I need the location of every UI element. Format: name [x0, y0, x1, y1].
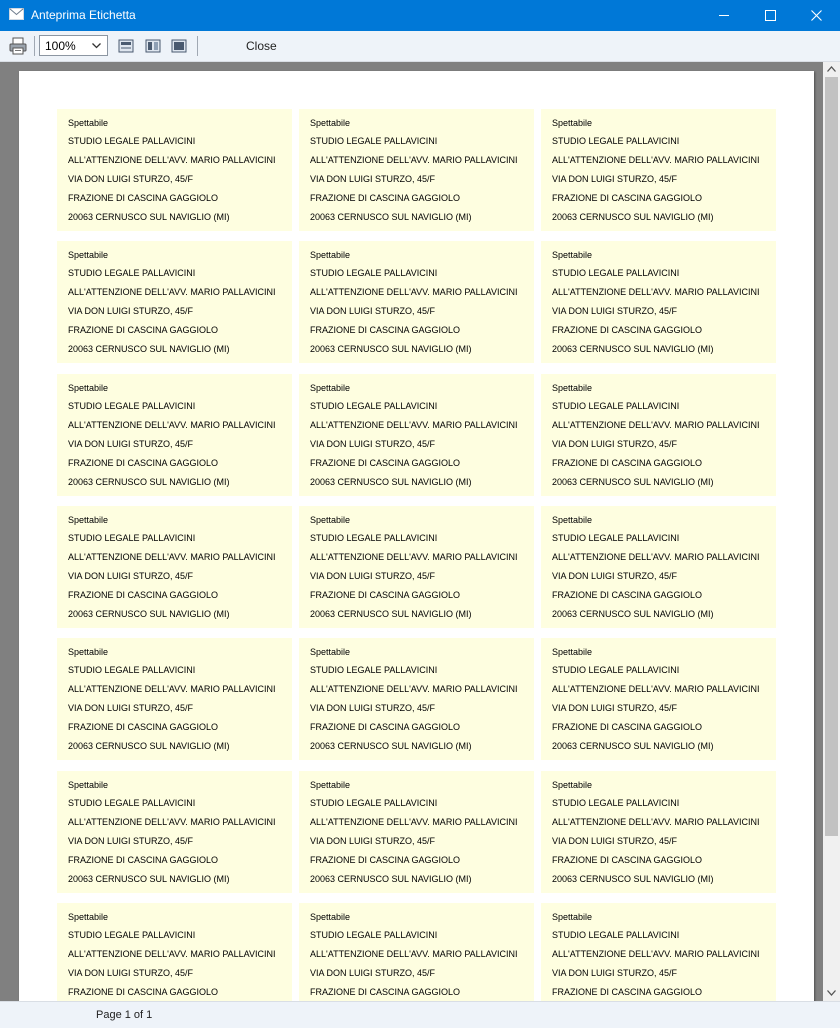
- scroll-down-icon[interactable]: [827, 990, 836, 996]
- label-card: [299, 903, 534, 1001]
- two-page-icon: [143, 36, 163, 56]
- label-line-1: Spettabile: [68, 647, 109, 657]
- label-line-6: 20063 CERNUSCO SUL NAVIGLIO (MI): [552, 741, 714, 751]
- zoom-select[interactable]: [39, 35, 108, 56]
- label-line-5: FRAZIONE DI CASCINA GAGGIOLO: [68, 722, 219, 732]
- label-line-5: FRAZIONE DI CASCINA GAGGIOLO: [310, 855, 461, 865]
- label-line-5: FRAZIONE DI CASCINA GAGGIOLO: [68, 987, 219, 997]
- label-line-6: 20063 CERNUSCO SUL NAVIGLIO (MI): [68, 477, 230, 487]
- label-line-4: VIA DON LUIGI STURZO, 45/F: [310, 174, 436, 184]
- label-line-2: STUDIO LEGALE PALLAVICINI: [68, 533, 196, 543]
- label-line-3: ALL'ATTENZIONE DELL'AVV. MARIO PALLAVICINI: [552, 552, 760, 562]
- label-card: [57, 506, 292, 628]
- one-page-icon: [116, 36, 136, 56]
- label-line-1: Spettabile: [68, 912, 109, 922]
- label-line-5: FRAZIONE DI CASCINA GAGGIOLO: [552, 458, 703, 468]
- label-line-1: Spettabile: [68, 383, 109, 393]
- label-line-3: ALL'ATTENZIONE DELL'AVV. MARIO PALLAVICINI: [310, 817, 518, 827]
- label-line-6: 20063 CERNUSCO SUL NAVIGLIO (MI): [310, 344, 472, 354]
- label-line-1: Spettabile: [310, 780, 351, 790]
- label-line-6: 20063 CERNUSCO SUL NAVIGLIO (MI): [552, 609, 714, 619]
- label-card: [541, 771, 776, 893]
- label-card: [541, 374, 776, 496]
- label-line-1: Spettabile: [552, 515, 593, 525]
- scroll-up-icon[interactable]: [827, 66, 836, 72]
- label-line-2: STUDIO LEGALE PALLAVICINI: [68, 798, 196, 808]
- label-line-2: STUDIO LEGALE PALLAVICINI: [310, 401, 438, 411]
- label-card: [57, 638, 292, 760]
- label-line-5: FRAZIONE DI CASCINA GAGGIOLO: [68, 458, 219, 468]
- label-line-1: Spettabile: [68, 780, 109, 790]
- label-card: [299, 771, 534, 893]
- label-line-1: Spettabile: [68, 250, 109, 260]
- label-line-2: STUDIO LEGALE PALLAVICINI: [68, 268, 196, 278]
- label-line-6: 20063 CERNUSCO SUL NAVIGLIO (MI): [310, 477, 472, 487]
- label-line-4: VIA DON LUIGI STURZO, 45/F: [68, 306, 194, 316]
- label-line-5: FRAZIONE DI CASCINA GAGGIOLO: [68, 193, 219, 203]
- label-card: [541, 638, 776, 760]
- label-line-3: ALL'ATTENZIONE DELL'AVV. MARIO PALLAVICINI: [552, 817, 760, 827]
- maximize-icon: [765, 10, 776, 21]
- print-button[interactable]: [8, 36, 28, 56]
- label-line-4: VIA DON LUIGI STURZO, 45/F: [68, 703, 194, 713]
- label-line-2: STUDIO LEGALE PALLAVICINI: [310, 268, 438, 278]
- label-line-6: 20063 CERNUSCO SUL NAVIGLIO (MI): [552, 344, 714, 354]
- label-line-3: ALL'ATTENZIONE DELL'AVV. MARIO PALLAVICINI: [310, 552, 518, 562]
- printer-icon: [8, 36, 28, 56]
- label-line-4: VIA DON LUIGI STURZO, 45/F: [310, 306, 436, 316]
- label-line-2: STUDIO LEGALE PALLAVICINI: [310, 665, 438, 675]
- page-indicator: Page 1 of 1: [96, 1009, 153, 1021]
- label-card: [57, 374, 292, 496]
- label-line-6: 20063 CERNUSCO SUL NAVIGLIO (MI): [310, 212, 472, 222]
- label-line-2: STUDIO LEGALE PALLAVICINI: [68, 136, 196, 146]
- label-line-4: VIA DON LUIGI STURZO, 45/F: [552, 836, 678, 846]
- label-line-4: VIA DON LUIGI STURZO, 45/F: [552, 968, 678, 978]
- two-page-button[interactable]: [143, 36, 163, 56]
- label-line-3: ALL'ATTENZIONE DELL'AVV. MARIO PALLAVICINI: [310, 287, 518, 297]
- label-line-5: FRAZIONE DI CASCINA GAGGIOLO: [310, 193, 461, 203]
- label-line-3: ALL'ATTENZIONE DELL'AVV. MARIO PALLAVICINI: [552, 287, 760, 297]
- label-line-1: Spettabile: [552, 250, 593, 260]
- label-line-3: ALL'ATTENZIONE DELL'AVV. MARIO PALLAVICINI: [310, 684, 518, 694]
- label-line-5: FRAZIONE DI CASCINA GAGGIOLO: [552, 590, 703, 600]
- label-card: [299, 241, 534, 363]
- label-line-6: 20063 CERNUSCO SUL NAVIGLIO (MI): [552, 477, 714, 487]
- label-card: [541, 506, 776, 628]
- close-window-button[interactable]: [794, 0, 840, 31]
- maximize-button[interactable]: [748, 0, 794, 31]
- label-line-2: STUDIO LEGALE PALLAVICINI: [68, 930, 196, 940]
- scrollbar-thumb[interactable]: [825, 77, 838, 836]
- label-line-4: VIA DON LUIGI STURZO, 45/F: [552, 174, 678, 184]
- label-line-2: STUDIO LEGALE PALLAVICINI: [552, 930, 680, 940]
- label-line-5: FRAZIONE DI CASCINA GAGGIOLO: [552, 193, 703, 203]
- label-card: [299, 638, 534, 760]
- label-line-2: STUDIO LEGALE PALLAVICINI: [552, 136, 680, 146]
- label-line-4: VIA DON LUIGI STURZO, 45/F: [68, 174, 194, 184]
- full-width-icon: [169, 36, 189, 56]
- label-line-2: STUDIO LEGALE PALLAVICINI: [310, 930, 438, 940]
- label-line-3: ALL'ATTENZIONE DELL'AVV. MARIO PALLAVICINI: [310, 155, 518, 165]
- label-line-3: ALL'ATTENZIONE DELL'AVV. MARIO PALLAVICINI: [552, 949, 760, 959]
- window-title: Anteprima Etichetta: [31, 8, 136, 22]
- label-line-5: FRAZIONE DI CASCINA GAGGIOLO: [552, 855, 703, 865]
- label-line-4: VIA DON LUIGI STURZO, 45/F: [552, 306, 678, 316]
- label-line-1: Spettabile: [552, 647, 593, 657]
- label-line-6: 20063 CERNUSCO SUL NAVIGLIO (MI): [68, 874, 230, 884]
- label-line-6: 20063 CERNUSCO SUL NAVIGLIO (MI): [552, 874, 714, 884]
- label-line-5: FRAZIONE DI CASCINA GAGGIOLO: [68, 325, 219, 335]
- label-line-5: FRAZIONE DI CASCINA GAGGIOLO: [552, 722, 703, 732]
- label-line-1: Spettabile: [310, 647, 351, 657]
- label-line-5: FRAZIONE DI CASCINA GAGGIOLO: [552, 987, 703, 997]
- label-line-4: VIA DON LUIGI STURZO, 45/F: [310, 571, 436, 581]
- label-line-1: Spettabile: [552, 780, 593, 790]
- label-line-1: Spettabile: [552, 383, 593, 393]
- label-line-3: ALL'ATTENZIONE DELL'AVV. MARIO PALLAVICINI: [68, 552, 276, 562]
- label-line-3: ALL'ATTENZIONE DELL'AVV. MARIO PALLAVICINI: [552, 420, 760, 430]
- label-line-1: Spettabile: [310, 118, 351, 128]
- title-bar: [0, 0, 840, 31]
- label-line-4: VIA DON LUIGI STURZO, 45/F: [68, 836, 194, 846]
- label-line-3: ALL'ATTENZIONE DELL'AVV. MARIO PALLAVICINI: [68, 684, 276, 694]
- zoom-value: 100%: [45, 39, 76, 53]
- toolbar: [0, 31, 840, 62]
- vertical-scrollbar[interactable]: [823, 62, 840, 1001]
- label-card: [541, 241, 776, 363]
- envelope-icon: [9, 8, 24, 20]
- label-line-3: ALL'ATTENZIONE DELL'AVV. MARIO PALLAVICINI: [552, 155, 760, 165]
- label-line-5: FRAZIONE DI CASCINA GAGGIOLO: [552, 325, 703, 335]
- label-line-4: VIA DON LUIGI STURZO, 45/F: [552, 571, 678, 581]
- label-card: [299, 506, 534, 628]
- label-line-5: FRAZIONE DI CASCINA GAGGIOLO: [310, 987, 461, 997]
- label-line-4: VIA DON LUIGI STURZO, 45/F: [68, 571, 194, 581]
- label-line-5: FRAZIONE DI CASCINA GAGGIOLO: [310, 458, 461, 468]
- label-line-1: Spettabile: [552, 912, 593, 922]
- label-line-4: VIA DON LUIGI STURZO, 45/F: [310, 836, 436, 846]
- label-line-3: ALL'ATTENZIONE DELL'AVV. MARIO PALLAVICINI: [68, 287, 276, 297]
- status-bar: [0, 1001, 840, 1028]
- full-width-button[interactable]: [169, 36, 189, 56]
- label-card: [57, 903, 292, 1001]
- label-card: [299, 374, 534, 496]
- paper-page: [19, 71, 814, 1001]
- label-line-2: STUDIO LEGALE PALLAVICINI: [552, 798, 680, 808]
- label-line-2: STUDIO LEGALE PALLAVICINI: [68, 665, 196, 675]
- label-line-1: Spettabile: [552, 118, 593, 128]
- label-line-6: 20063 CERNUSCO SUL NAVIGLIO (MI): [552, 212, 714, 222]
- label-line-1: Spettabile: [68, 515, 109, 525]
- preview-viewport[interactable]: [0, 62, 823, 1001]
- label-line-2: STUDIO LEGALE PALLAVICINI: [552, 533, 680, 543]
- label-line-1: Spettabile: [310, 250, 351, 260]
- toolbar-separator: [197, 36, 198, 56]
- label-line-4: VIA DON LUIGI STURZO, 45/F: [310, 968, 436, 978]
- close-icon: [811, 10, 822, 21]
- label-line-2: STUDIO LEGALE PALLAVICINI: [552, 401, 680, 411]
- label-line-6: 20063 CERNUSCO SUL NAVIGLIO (MI): [68, 609, 230, 619]
- chevron-down-icon: [92, 43, 101, 49]
- label-line-3: ALL'ATTENZIONE DELL'AVV. MARIO PALLAVICINI: [310, 949, 518, 959]
- label-line-5: FRAZIONE DI CASCINA GAGGIOLO: [68, 855, 219, 865]
- label-line-6: 20063 CERNUSCO SUL NAVIGLIO (MI): [68, 741, 230, 751]
- label-line-2: STUDIO LEGALE PALLAVICINI: [552, 268, 680, 278]
- label-line-4: VIA DON LUIGI STURZO, 45/F: [552, 703, 678, 713]
- label-line-2: STUDIO LEGALE PALLAVICINI: [310, 798, 438, 808]
- label-card: [299, 109, 534, 231]
- label-line-1: Spettabile: [68, 118, 109, 128]
- label-line-6: 20063 CERNUSCO SUL NAVIGLIO (MI): [68, 212, 230, 222]
- label-line-1: Spettabile: [310, 515, 351, 525]
- label-line-5: FRAZIONE DI CASCINA GAGGIOLO: [310, 590, 461, 600]
- label-card: [57, 109, 292, 231]
- label-line-2: STUDIO LEGALE PALLAVICINI: [310, 136, 438, 146]
- label-line-4: VIA DON LUIGI STURZO, 45/F: [68, 439, 194, 449]
- label-line-6: 20063 CERNUSCO SUL NAVIGLIO (MI): [310, 609, 472, 619]
- label-card: [541, 109, 776, 231]
- label-line-6: 20063 CERNUSCO SUL NAVIGLIO (MI): [310, 741, 472, 751]
- label-line-3: ALL'ATTENZIONE DELL'AVV. MARIO PALLAVICINI: [552, 684, 760, 694]
- label-line-5: FRAZIONE DI CASCINA GAGGIOLO: [68, 590, 219, 600]
- label-line-2: STUDIO LEGALE PALLAVICINI: [552, 665, 680, 675]
- label-line-4: VIA DON LUIGI STURZO, 45/F: [310, 439, 436, 449]
- minimize-icon: [719, 10, 730, 21]
- label-line-3: ALL'ATTENZIONE DELL'AVV. MARIO PALLAVICINI: [310, 420, 518, 430]
- close-button[interactable]: Close: [246, 39, 277, 53]
- one-page-button[interactable]: [116, 36, 136, 56]
- minimize-button[interactable]: [702, 0, 748, 31]
- label-line-3: ALL'ATTENZIONE DELL'AVV. MARIO PALLAVICINI: [68, 155, 276, 165]
- label-line-5: FRAZIONE DI CASCINA GAGGIOLO: [310, 722, 461, 732]
- label-line-4: VIA DON LUIGI STURZO, 45/F: [552, 439, 678, 449]
- label-line-1: Spettabile: [310, 383, 351, 393]
- label-line-3: ALL'ATTENZIONE DELL'AVV. MARIO PALLAVICINI: [68, 420, 276, 430]
- label-line-1: Spettabile: [310, 912, 351, 922]
- label-line-6: 20063 CERNUSCO SUL NAVIGLIO (MI): [310, 874, 472, 884]
- label-card: [541, 903, 776, 1001]
- label-line-3: ALL'ATTENZIONE DELL'AVV. MARIO PALLAVICINI: [68, 949, 276, 959]
- label-line-3: ALL'ATTENZIONE DELL'AVV. MARIO PALLAVICINI: [68, 817, 276, 827]
- label-line-5: FRAZIONE DI CASCINA GAGGIOLO: [310, 325, 461, 335]
- label-line-4: VIA DON LUIGI STURZO, 45/F: [68, 968, 194, 978]
- label-card: [57, 241, 292, 363]
- label-line-4: VIA DON LUIGI STURZO, 45/F: [310, 703, 436, 713]
- label-line-6: 20063 CERNUSCO SUL NAVIGLIO (MI): [68, 344, 230, 354]
- label-line-2: STUDIO LEGALE PALLAVICINI: [68, 401, 196, 411]
- label-line-2: STUDIO LEGALE PALLAVICINI: [310, 533, 438, 543]
- label-card: [57, 771, 292, 893]
- toolbar-separator: [34, 36, 35, 56]
